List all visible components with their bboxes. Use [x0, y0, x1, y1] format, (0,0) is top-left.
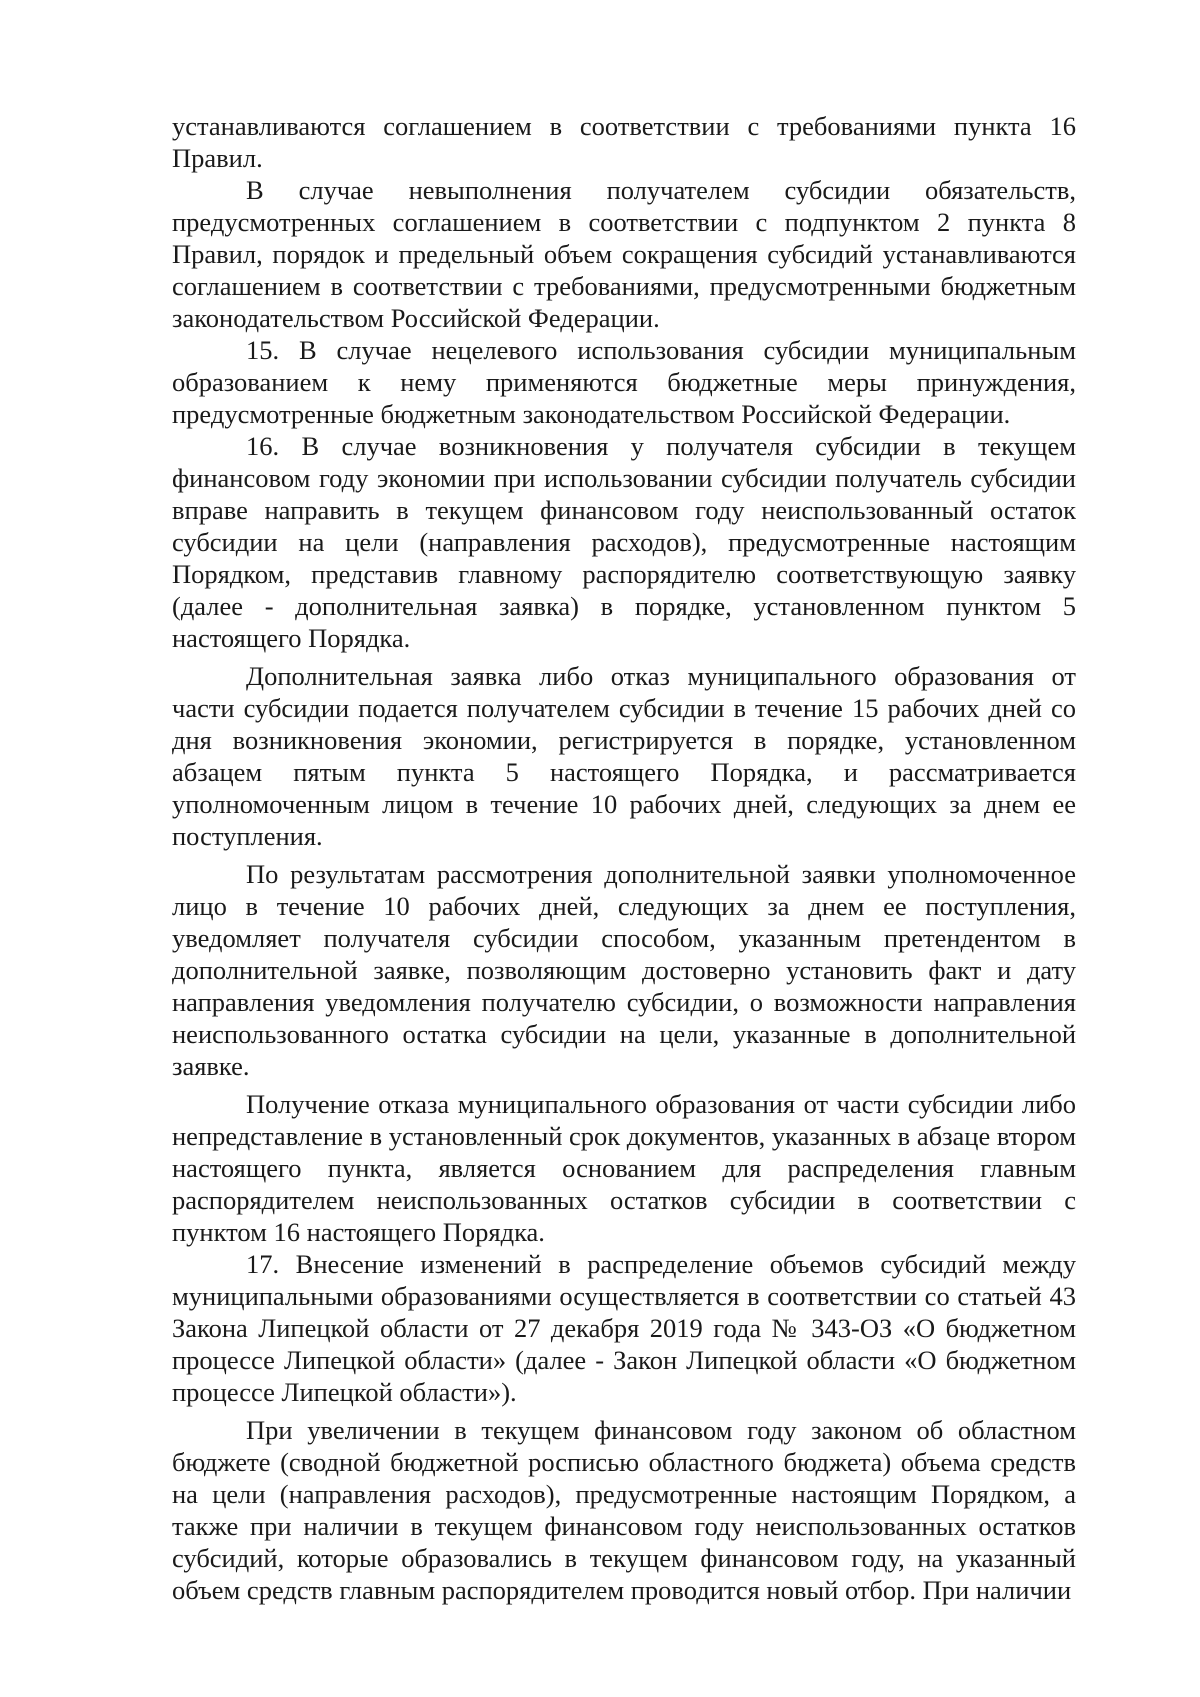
paragraph-noncompliance: В случае невыполнения получателем субсидии обязательств, предусмотренных соглашением в соответствии с подпунктом 2 пункта 8 Правил, порядок и предельный объем сокращения субсидий устанавливаются соглашением в соответствии с требованиями, предусмотренными бюджетным законодательством Российской Федерации.	[172, 175, 1076, 333]
paragraph-budget-increase: При увеличении в текущем финансовом году законом об областном бюджете (сводной бюджетной росписью областного бюджета) объема средств на цели (направления расходов), предусмотренные настоящим Порядком, а также при наличии в текущем финансовом году неиспользованных остатков субсидий, которые образовались в текущем финансовом году, на указанный объем средств главным распорядителем проводится новый отбор. При наличии	[172, 1415, 1076, 1605]
paragraph-review-results: По результатам рассмотрения дополнительной заявки уполномоченное лицо в течение 10 рабочих дней, следующих за днем ее поступления, уведомляет получателя субсидии способом, указанным претендентом в дополнительной заявке, позволяющим достоверно установить факт и дату направления уведомления получателю субсидии, о возможности направления неиспользованного остатка субсидии на цели, указанные в дополнительной заявке.	[172, 859, 1076, 1081]
paragraph-refusal: Получение отказа муниципального образования от части субсидии либо непредставление в установленный срок документов, указанных в абзаце втором настоящего пункта, является основанием для распределения главным распорядителем неиспользованных остатков субсидии в соответствии с пунктом 16 настоящего Порядка.	[172, 1089, 1076, 1247]
paragraph-item-17: 17. Внесение изменений в распределение объемов субсидий между муниципальными образованиями осуществляется в соответствии со статьей 43 Закона Липецкой области от 27 декабря 2019 года № 343-ОЗ «О бюджетном процессе Липецкой области» (далее - Закон Липецкой области «О бюджетном процессе Липецкой области»).	[172, 1249, 1076, 1407]
paragraph-item-15: 15. В случае нецелевого использования субсидии муниципальным образованием к нему применяются бюджетные меры принуждения, предусмотренные бюджетным законодательством Российской Федерации.	[172, 335, 1076, 429]
paragraph-continuation: устанавливаются соглашением в соответствии с требованиями пункта 16 Правил.	[172, 111, 1076, 173]
paragraph-item-16: 16. В случае возникновения у получателя субсидии в текущем финансовом году экономии при использовании субсидии получатель субсидии вправе направить в текущем финансовом году неиспользованный остаток субсидии на цели (направления расходов), предусмотренные настоящим Порядком, представив главному распорядителю соответствующую заявку (далее - дополнительная заявка) в порядке, установленном пунктом 5 настоящего Порядка.	[172, 431, 1076, 653]
document-body	[172, 110, 1076, 1606]
paragraph-additional-request: Дополнительная заявка либо отказ муниципального образования от части субсидии подается получателем субсидии в течение 15 рабочих дней со дня возникновения экономии, регистрируется в порядке, установленном абзацем пятым пункта 5 настоящего Порядка, и рассматривается уполномоченным лицом в течение 10 рабочих дней, следующих за днем ее поступления.	[172, 661, 1076, 851]
